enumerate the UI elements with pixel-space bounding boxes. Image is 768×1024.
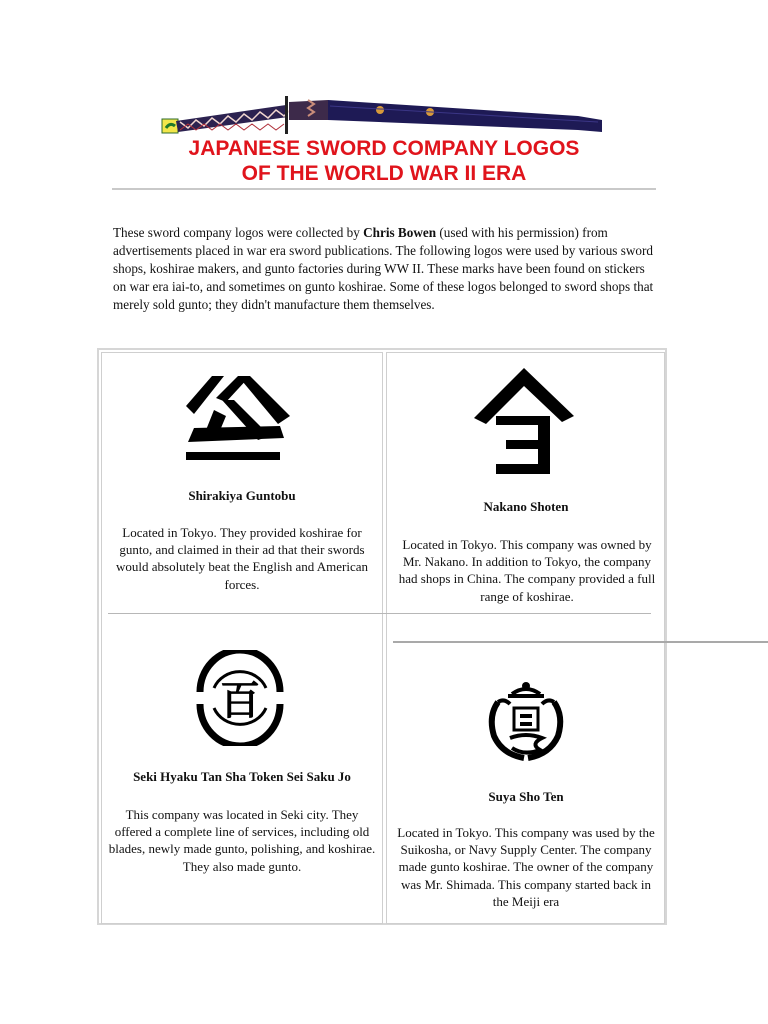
intro-author: Chris Bowen [363, 225, 437, 240]
intro-text-after: (used with his permission) from advertisements placed in war era sword publications. The following logos were used by various sword shops, koshirae makers, and gunto factories during WW II. These marks have been found on stickers on war era iai-to, and sometimes on gunto koshirae. Some of these logos belonged to sword shops that merely sold gunto; they didn't manufacture them themselves. [113, 225, 654, 313]
title-line-2: OF THE WORLD WAR II ERA [241, 162, 527, 185]
intro-text-before: These sword company logos were collected by [113, 225, 364, 240]
company-description: Located in Tokyo. This company was owned by Mr. Nakano. In addition to Tokyo, the company had shops in China. The company provided a full range of koshirae. [398, 537, 656, 604]
company-name: Suya Sho Ten [488, 789, 564, 804]
katana-banner-icon [158, 92, 608, 142]
company-name: Nakano Shoten [483, 499, 569, 514]
nakano-logo-icon [472, 366, 576, 478]
row-divider-right [393, 641, 768, 643]
hyaku-glyph: 百 [220, 678, 260, 724]
seki-hyaku-logo-icon [190, 650, 290, 746]
title-line-1: JAPANESE SWORD COMPANY LOGOS [188, 137, 580, 160]
row-divider-left [108, 613, 651, 614]
company-description: Located in Tokyo. They provided koshirae for gunto, and claimed in their ad that their swords would absolutely beat the English and American forces. [116, 525, 368, 592]
company-name: Seki Hyaku Tan Sha Token Sei Saku Jo [133, 769, 351, 784]
title-divider [112, 188, 656, 190]
page-title [112, 136, 656, 186]
company-name: Shirakiya Guntobu [188, 488, 296, 503]
suya-logo-icon [484, 680, 568, 770]
company-description: Located in Tokyo. This company was used by the Suikosha, or Navy Supply Center. The company made gunto koshirae. The owner of the company was Mr. Shimada. This company started back in the Meiji era [397, 825, 655, 909]
company-description: This company was located in Seki city. They offered a complete line of services, including old blades, newly made gunto, polishing, and koshirae. They also made gunto. [108, 807, 376, 874]
intro-paragraph [113, 224, 658, 314]
shirakiya-logo-icon [180, 366, 300, 462]
